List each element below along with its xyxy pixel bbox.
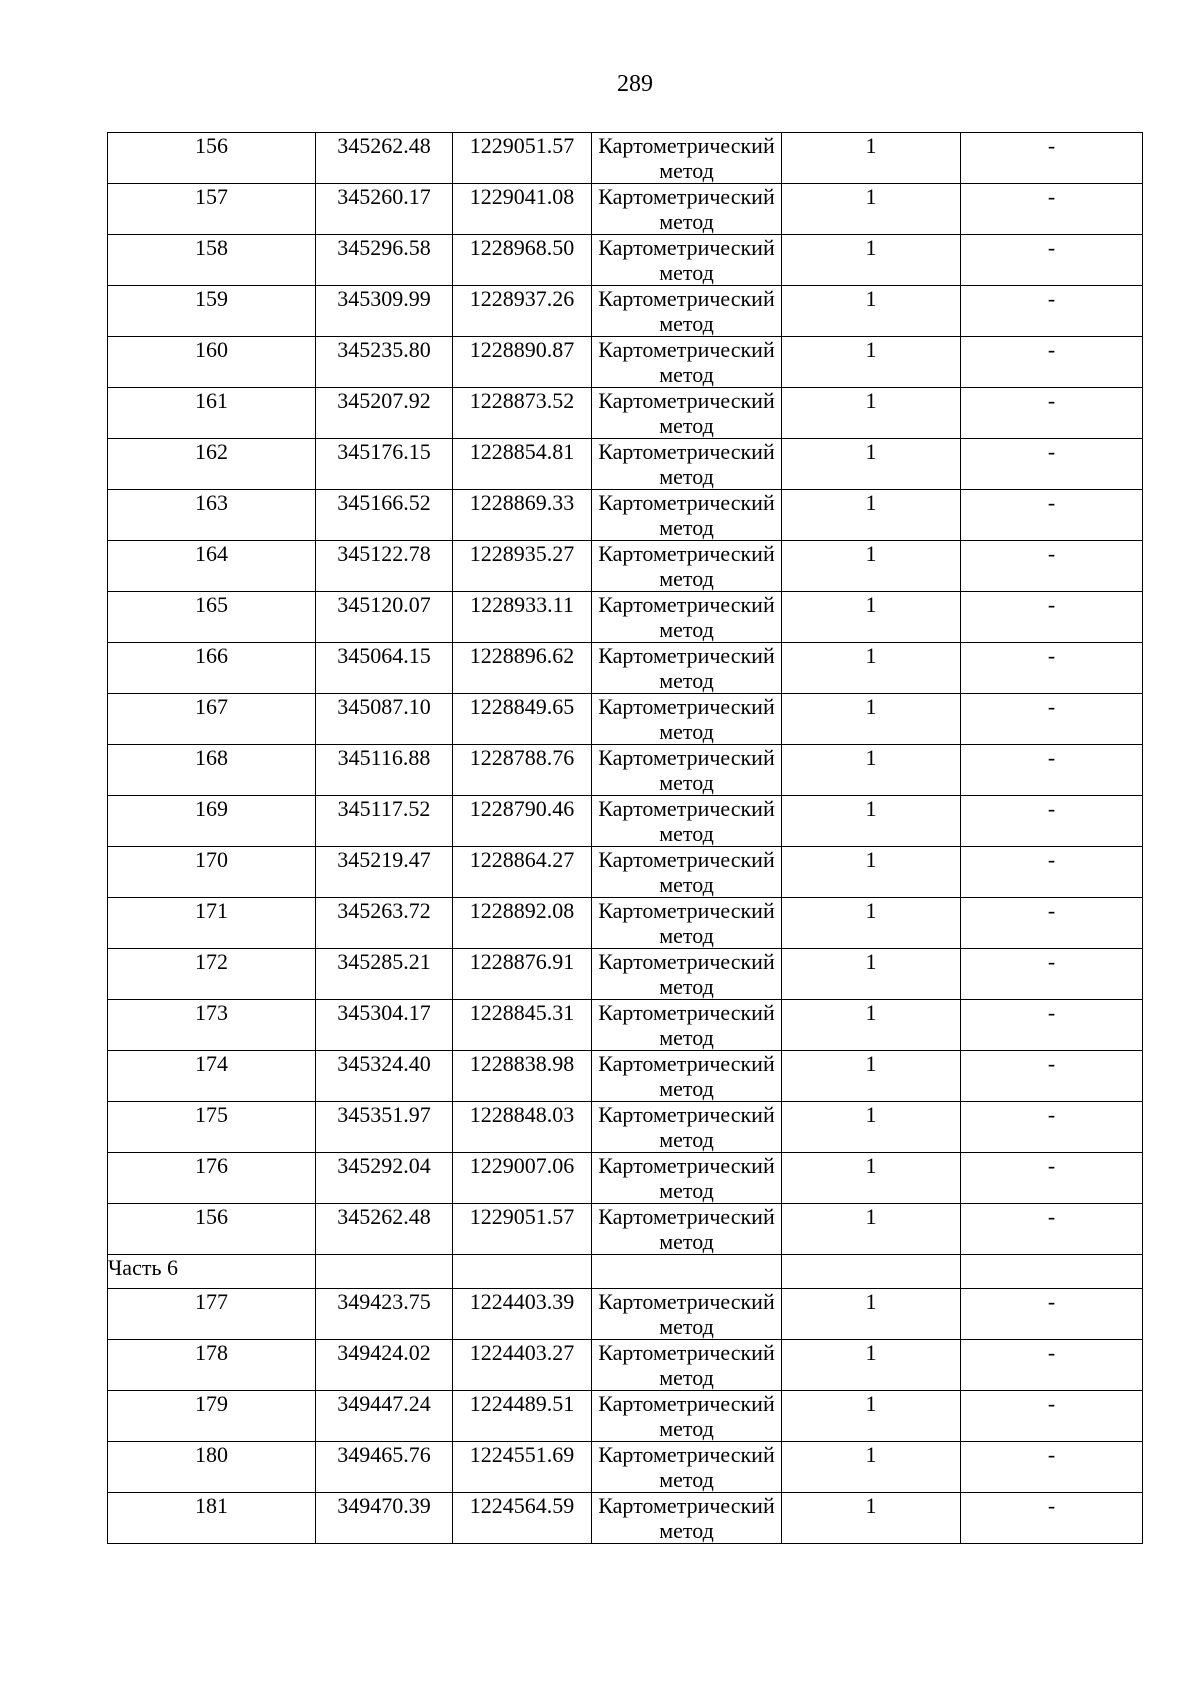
accuracy-cell: 1 (782, 1340, 961, 1391)
y-coordinate-cell: 1228876.91 (453, 949, 592, 1000)
table-row (108, 184, 1143, 235)
x-coordinate-cell: 345087.10 (316, 694, 453, 745)
method-cell: Картометрический метод (592, 1153, 782, 1204)
y-coordinate-cell: 1228933.11 (453, 592, 592, 643)
point-number-cell: 176 (108, 1153, 316, 1204)
accuracy-cell: 1 (782, 541, 961, 592)
point-number-cell: 175 (108, 1102, 316, 1153)
x-coordinate-cell: 345262.48 (316, 1204, 453, 1255)
method-cell: Картометрический метод (592, 1051, 782, 1102)
description-cell: - (961, 133, 1143, 184)
method-cell: Картометрический метод (592, 1391, 782, 1442)
method-cell: Картометрический метод (592, 541, 782, 592)
point-number-cell: 174 (108, 1051, 316, 1102)
x-coordinate-cell: 345351.97 (316, 1102, 453, 1153)
description-cell: - (961, 1442, 1143, 1493)
table-row (108, 1153, 1143, 1204)
y-coordinate-cell: 1228892.08 (453, 898, 592, 949)
table-row (108, 1051, 1143, 1102)
point-number-cell: 173 (108, 1000, 316, 1051)
empty-cell (592, 1255, 782, 1289)
description-cell: - (961, 1493, 1143, 1544)
y-coordinate-cell: 1224403.39 (453, 1289, 592, 1340)
y-coordinate-cell: 1228935.27 (453, 541, 592, 592)
x-coordinate-cell: 345117.52 (316, 796, 453, 847)
description-cell: - (961, 184, 1143, 235)
description-cell: - (961, 1051, 1143, 1102)
accuracy-cell: 1 (782, 745, 961, 796)
description-cell: - (961, 1289, 1143, 1340)
y-coordinate-cell: 1228845.31 (453, 1000, 592, 1051)
x-coordinate-cell: 345309.99 (316, 286, 453, 337)
accuracy-cell: 1 (782, 898, 961, 949)
y-coordinate-cell: 1228869.33 (453, 490, 592, 541)
method-cell: Картометрический метод (592, 1289, 782, 1340)
point-number-cell: 158 (108, 235, 316, 286)
y-coordinate-cell: 1228864.27 (453, 847, 592, 898)
y-coordinate-cell: 1228838.98 (453, 1051, 592, 1102)
method-cell: Картометрический метод (592, 1493, 782, 1544)
table-row (108, 1289, 1143, 1340)
accuracy-cell: 1 (782, 949, 961, 1000)
table-row (108, 745, 1143, 796)
description-cell: - (961, 1204, 1143, 1255)
description-cell: - (961, 439, 1143, 490)
x-coordinate-cell: 345304.17 (316, 1000, 453, 1051)
y-coordinate-cell: 1224564.59 (453, 1493, 592, 1544)
description-cell: - (961, 388, 1143, 439)
y-coordinate-cell: 1228790.46 (453, 796, 592, 847)
section-row-part-6 (108, 1255, 1143, 1289)
description-cell: - (961, 898, 1143, 949)
accuracy-cell: 1 (782, 694, 961, 745)
accuracy-cell: 1 (782, 184, 961, 235)
table-row (108, 490, 1143, 541)
x-coordinate-cell: 345120.07 (316, 592, 453, 643)
method-cell: Картометрический метод (592, 796, 782, 847)
y-coordinate-cell: 1228873.52 (453, 388, 592, 439)
point-number-cell: 180 (108, 1442, 316, 1493)
y-coordinate-cell: 1228896.62 (453, 643, 592, 694)
table-row (108, 1340, 1143, 1391)
accuracy-cell: 1 (782, 1204, 961, 1255)
method-cell: Картометрический метод (592, 898, 782, 949)
method-cell: Картометрический метод (592, 745, 782, 796)
y-coordinate-cell: 1228788.76 (453, 745, 592, 796)
accuracy-cell: 1 (782, 592, 961, 643)
y-coordinate-cell: 1228849.65 (453, 694, 592, 745)
method-cell: Картометрический метод (592, 847, 782, 898)
accuracy-cell: 1 (782, 847, 961, 898)
method-cell: Картометрический метод (592, 388, 782, 439)
x-coordinate-cell: 345263.72 (316, 898, 453, 949)
y-coordinate-cell: 1224403.27 (453, 1340, 592, 1391)
point-number-cell: 171 (108, 898, 316, 949)
x-coordinate-cell: 349447.24 (316, 1391, 453, 1442)
description-cell: - (961, 1153, 1143, 1204)
point-number-cell: 177 (108, 1289, 316, 1340)
table-body-part-5 (108, 133, 1143, 1255)
point-number-cell: 178 (108, 1340, 316, 1391)
y-coordinate-cell: 1229007.06 (453, 1153, 592, 1204)
description-cell: - (961, 796, 1143, 847)
table-row (108, 643, 1143, 694)
method-cell: Картометрический метод (592, 337, 782, 388)
point-number-cell: 179 (108, 1391, 316, 1442)
description-cell: - (961, 643, 1143, 694)
empty-cell (961, 1255, 1143, 1289)
y-coordinate-cell: 1228937.26 (453, 286, 592, 337)
accuracy-cell: 1 (782, 337, 961, 388)
x-coordinate-cell: 345219.47 (316, 847, 453, 898)
x-coordinate-cell: 349423.75 (316, 1289, 453, 1340)
description-cell: - (961, 1102, 1143, 1153)
accuracy-cell: 1 (782, 1000, 961, 1051)
description-cell: - (961, 847, 1143, 898)
method-cell: Картометрический метод (592, 1000, 782, 1051)
description-cell: - (961, 592, 1143, 643)
y-coordinate-cell: 1228854.81 (453, 439, 592, 490)
description-cell: - (961, 1391, 1143, 1442)
point-number-cell: 162 (108, 439, 316, 490)
method-cell: Картометрический метод (592, 592, 782, 643)
table-row (108, 235, 1143, 286)
y-coordinate-cell: 1229051.57 (453, 1204, 592, 1255)
method-cell: Картометрический метод (592, 133, 782, 184)
table-row (108, 694, 1143, 745)
empty-cell (782, 1255, 961, 1289)
table-body-part-6 (108, 1289, 1143, 1544)
y-coordinate-cell: 1224489.51 (453, 1391, 592, 1442)
point-number-cell: 168 (108, 745, 316, 796)
description-cell: - (961, 694, 1143, 745)
x-coordinate-cell: 349465.76 (316, 1442, 453, 1493)
description-cell: - (961, 490, 1143, 541)
table-row (108, 592, 1143, 643)
x-coordinate-cell: 345235.80 (316, 337, 453, 388)
x-coordinate-cell: 345262.48 (316, 133, 453, 184)
table-row (108, 1493, 1143, 1544)
empty-cell (453, 1255, 592, 1289)
table-row (108, 1442, 1143, 1493)
table-row (108, 286, 1143, 337)
table-row (108, 796, 1143, 847)
x-coordinate-cell: 349470.39 (316, 1493, 453, 1544)
y-coordinate-cell: 1229051.57 (453, 133, 592, 184)
point-number-cell: 170 (108, 847, 316, 898)
description-cell: - (961, 337, 1143, 388)
point-number-cell: 159 (108, 286, 316, 337)
x-coordinate-cell: 345207.92 (316, 388, 453, 439)
point-number-cell: 181 (108, 1493, 316, 1544)
table-row (108, 1000, 1143, 1051)
accuracy-cell: 1 (782, 439, 961, 490)
description-cell: - (961, 1340, 1143, 1391)
table-section-row (108, 1255, 1143, 1289)
empty-cell (316, 1255, 453, 1289)
accuracy-cell: 1 (782, 388, 961, 439)
accuracy-cell: 1 (782, 1442, 961, 1493)
x-coordinate-cell: 345166.52 (316, 490, 453, 541)
accuracy-cell: 1 (782, 1102, 961, 1153)
accuracy-cell: 1 (782, 1051, 961, 1102)
y-coordinate-cell: 1228890.87 (453, 337, 592, 388)
point-number-cell: 157 (108, 184, 316, 235)
point-number-cell: 163 (108, 490, 316, 541)
point-number-cell: 161 (108, 388, 316, 439)
accuracy-cell: 1 (782, 643, 961, 694)
y-coordinate-cell: 1228848.03 (453, 1102, 592, 1153)
method-cell: Картометрический метод (592, 286, 782, 337)
table-row (108, 439, 1143, 490)
y-coordinate-cell: 1228968.50 (453, 235, 592, 286)
y-coordinate-cell: 1229041.08 (453, 184, 592, 235)
x-coordinate-cell: 345176.15 (316, 439, 453, 490)
point-number-cell: 156 (108, 1204, 316, 1255)
point-number-cell: 160 (108, 337, 316, 388)
accuracy-cell: 1 (782, 235, 961, 286)
table-row (108, 541, 1143, 592)
x-coordinate-cell: 345324.40 (316, 1051, 453, 1102)
method-cell: Картометрический метод (592, 949, 782, 1000)
table-row (108, 133, 1143, 184)
point-number-cell: 169 (108, 796, 316, 847)
description-cell: - (961, 235, 1143, 286)
description-cell: - (961, 949, 1143, 1000)
method-cell: Картометрический метод (592, 694, 782, 745)
x-coordinate-cell: 345122.78 (316, 541, 453, 592)
table-row (108, 388, 1143, 439)
accuracy-cell: 1 (782, 133, 961, 184)
section-label: Часть 6 (108, 1255, 316, 1289)
point-number-cell: 167 (108, 694, 316, 745)
accuracy-cell: 1 (782, 286, 961, 337)
method-cell: Картометрический метод (592, 1102, 782, 1153)
table-row (108, 1102, 1143, 1153)
point-number-cell: 165 (108, 592, 316, 643)
method-cell: Картометрический метод (592, 1204, 782, 1255)
description-cell: - (961, 1000, 1143, 1051)
method-cell: Картометрический метод (592, 184, 782, 235)
x-coordinate-cell: 345292.04 (316, 1153, 453, 1204)
accuracy-cell: 1 (782, 796, 961, 847)
point-number-cell: 172 (108, 949, 316, 1000)
table-row (108, 847, 1143, 898)
method-cell: Картометрический метод (592, 235, 782, 286)
accuracy-cell: 1 (782, 1153, 961, 1204)
point-number-cell: 156 (108, 133, 316, 184)
accuracy-cell: 1 (782, 490, 961, 541)
coordinates-table (107, 132, 1143, 1544)
x-coordinate-cell: 349424.02 (316, 1340, 453, 1391)
accuracy-cell: 1 (782, 1391, 961, 1442)
method-cell: Картометрический метод (592, 643, 782, 694)
table-row (108, 1391, 1143, 1442)
method-cell: Картометрический метод (592, 1442, 782, 1493)
x-coordinate-cell: 345296.58 (316, 235, 453, 286)
x-coordinate-cell: 345285.21 (316, 949, 453, 1000)
table-row (108, 898, 1143, 949)
method-cell: Картометрический метод (592, 490, 782, 541)
point-number-cell: 166 (108, 643, 316, 694)
point-number-cell: 164 (108, 541, 316, 592)
x-coordinate-cell: 345260.17 (316, 184, 453, 235)
x-coordinate-cell: 345064.15 (316, 643, 453, 694)
table-row (108, 1204, 1143, 1255)
y-coordinate-cell: 1224551.69 (453, 1442, 592, 1493)
accuracy-cell: 1 (782, 1493, 961, 1544)
method-cell: Картометрический метод (592, 1340, 782, 1391)
description-cell: - (961, 541, 1143, 592)
method-cell: Картометрический метод (592, 439, 782, 490)
page-number: 289 (617, 71, 653, 97)
table-row (108, 949, 1143, 1000)
description-cell: - (961, 286, 1143, 337)
table-row (108, 337, 1143, 388)
description-cell: - (961, 745, 1143, 796)
x-coordinate-cell: 345116.88 (316, 745, 453, 796)
accuracy-cell: 1 (782, 1289, 961, 1340)
